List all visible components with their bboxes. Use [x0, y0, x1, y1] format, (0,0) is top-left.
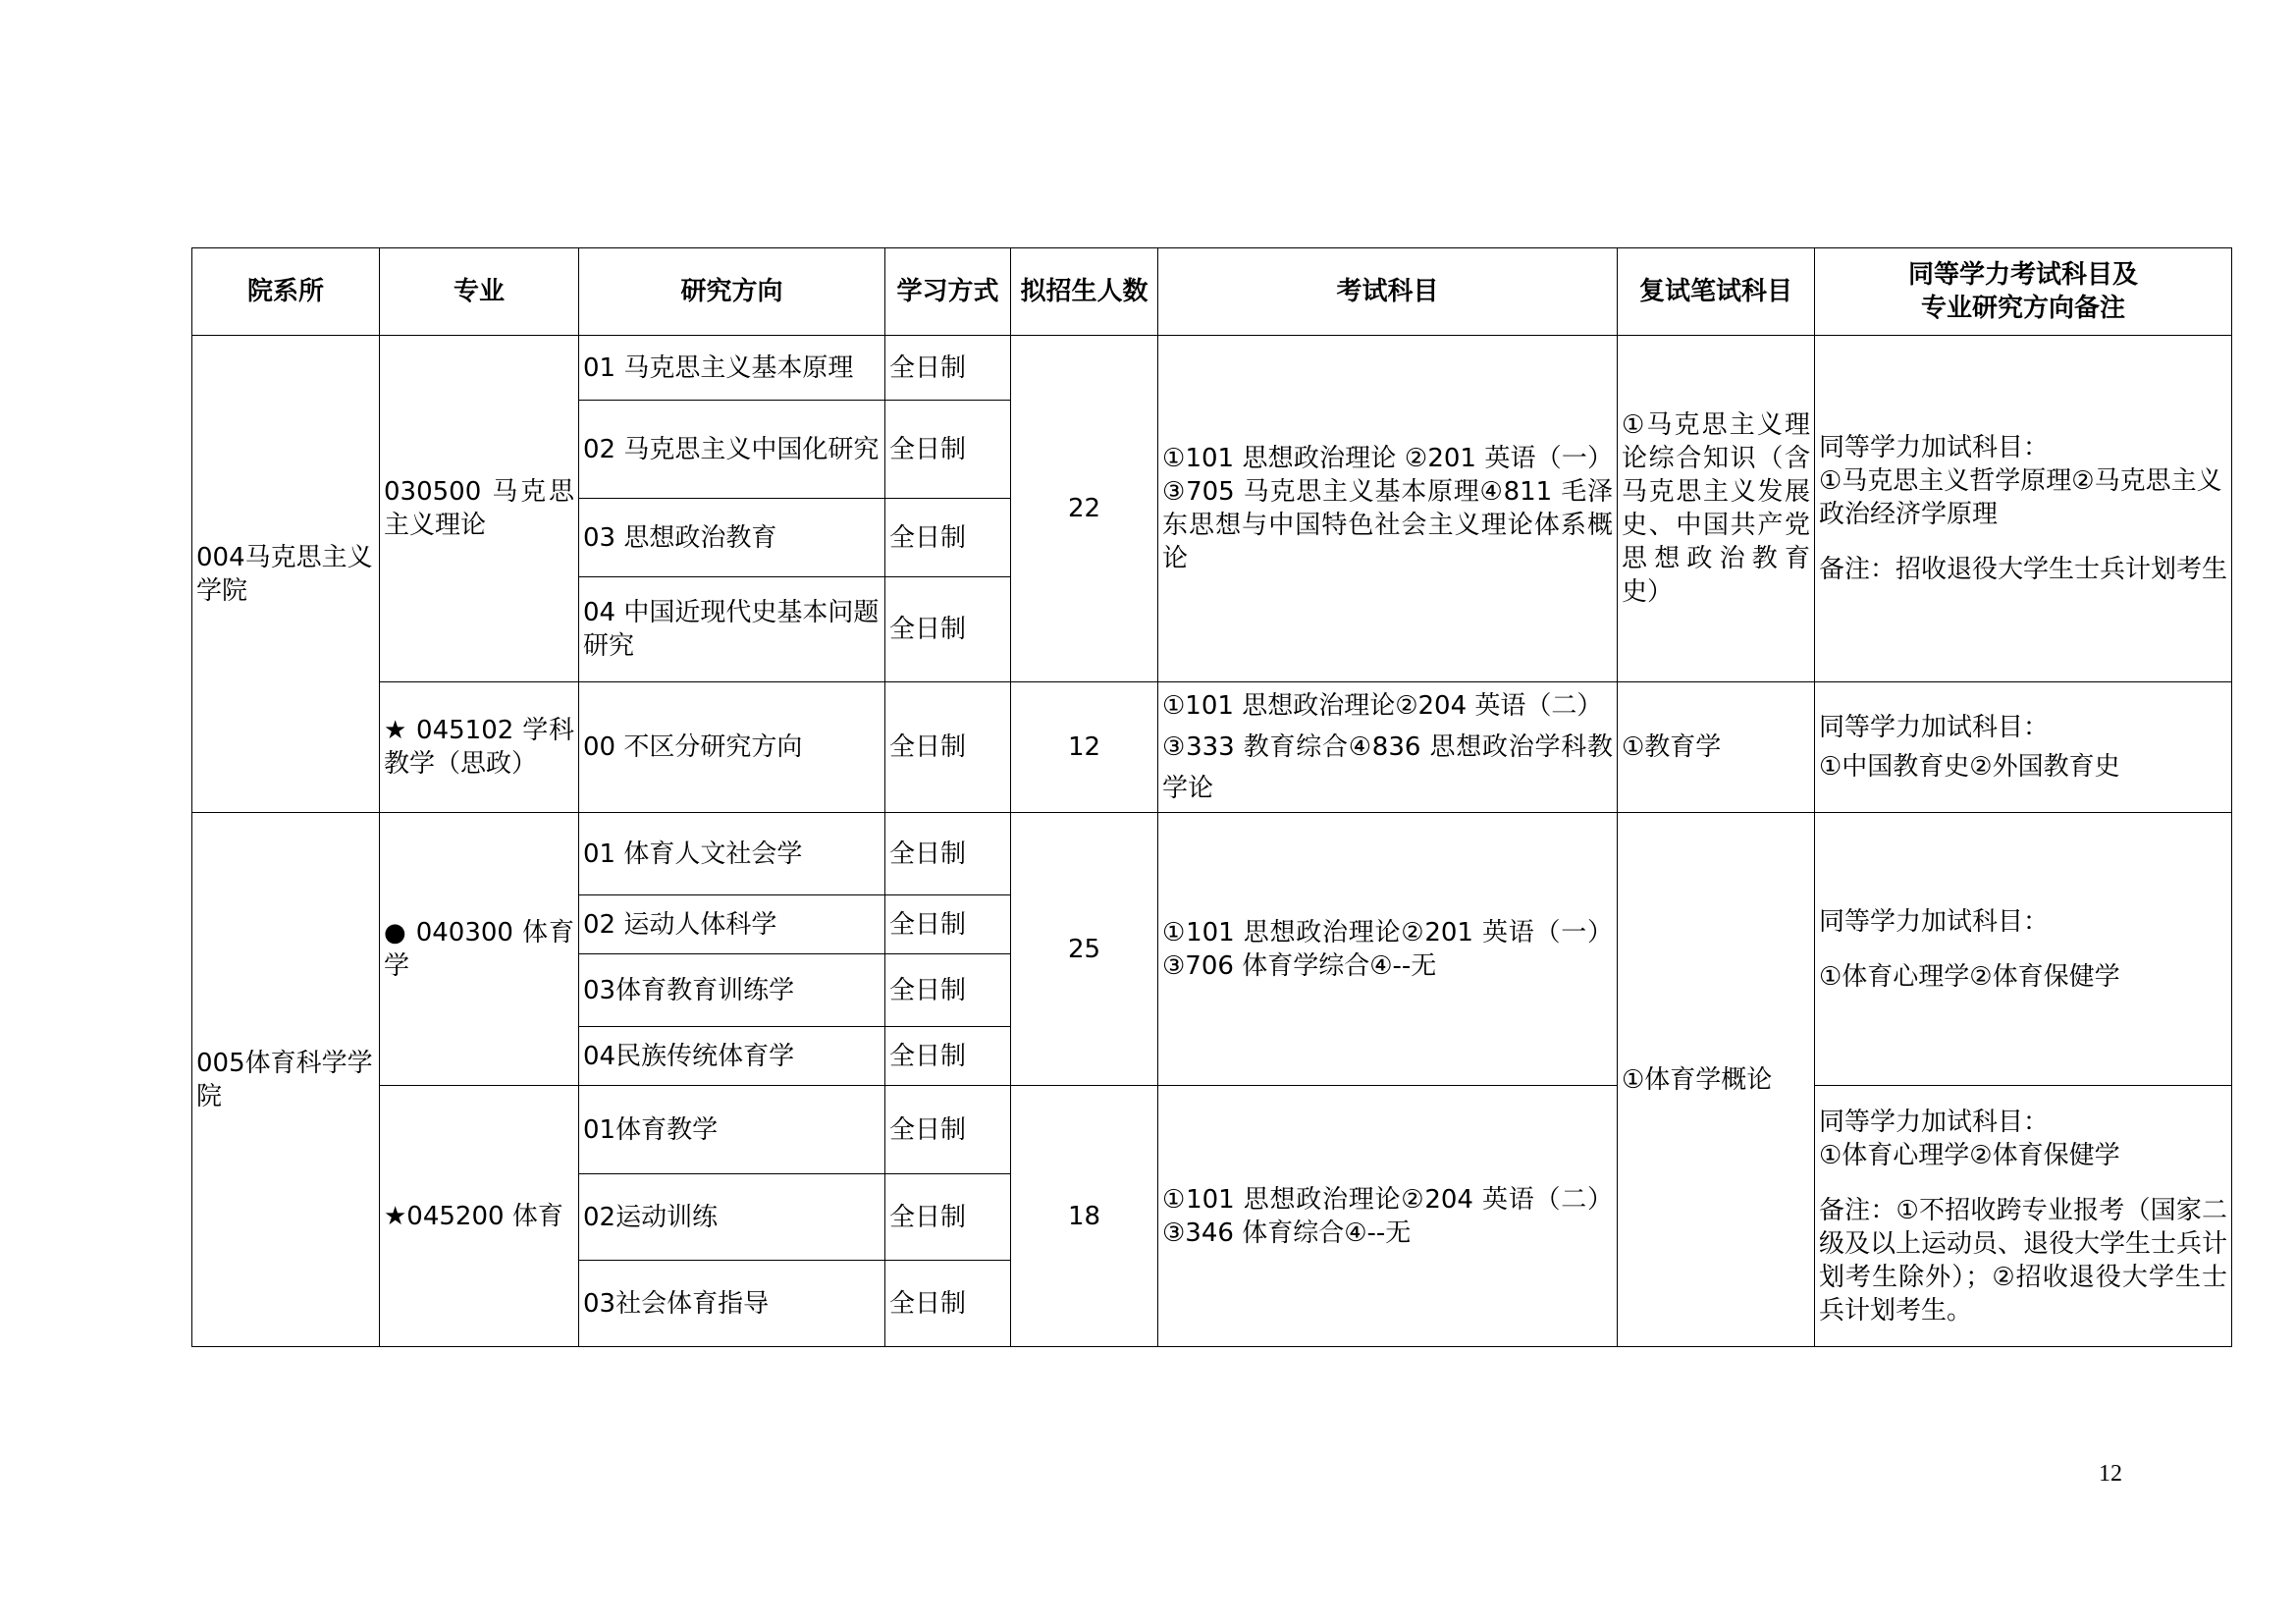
remark-subjects: ①马克思主义哲学原理②马克思主义政治经济学原理 [1819, 466, 2222, 529]
mode-cell: 全日制 [885, 1261, 1011, 1347]
exam-cell: ①101 思想政治理论②204 英语（二）③346 体育综合④--无 [1158, 1086, 1618, 1347]
direction-cell: 04民族传统体育学 [579, 1027, 885, 1086]
remark-subjects: ①体育心理学②体育保健学 [1819, 961, 2120, 992]
direction-cell: 04 中国近现代史基本问题研究 [579, 577, 885, 682]
table-row [192, 336, 2232, 401]
exam-cell [1158, 682, 1618, 813]
retest-cell: ①马克思主义理论综合知识（含马克思主义发展史、中国共产党思想政治教育史） [1618, 336, 1815, 682]
remark-subjects: ①中国教育史②外国教育史 [1819, 752, 2120, 782]
remark-note: 备注：招收退役大学生士兵计划考生 [1819, 555, 2228, 584]
exam-cell: ①101 思想政治理论 ②201 英语（一）③705 马克思主义基本原理④811 毛泽东思想与中国特色社会主义理论体系概论 [1158, 336, 1618, 682]
direction-cell: 01体育教学 [579, 1086, 885, 1174]
quota-cell: 18 [1011, 1086, 1158, 1347]
exam-cell: ①101 思想政治理论②201 英语（一）③706 体育学综合④--无 [1158, 813, 1618, 1086]
exam-line: ①101 思想政治理论②204 英语（二） [1162, 691, 1603, 721]
dept-cell: 005体育科学学院 [192, 813, 380, 1347]
table-row [192, 682, 2232, 813]
direction-cell: 02运动训练 [579, 1174, 885, 1261]
direction-cell: 01 马克思主义基本原理 [579, 336, 885, 401]
remark-cell [1815, 813, 2232, 1086]
exam-line: ③333 教育综合④836 思想政治学科教学论 [1162, 732, 1613, 803]
remark-cell [1815, 682, 2232, 813]
mode-cell: 全日制 [885, 577, 1011, 682]
header-remark [1815, 248, 2232, 336]
mode-cell: 全日制 [885, 895, 1011, 954]
retest-cell: ①体育学概论 [1618, 813, 1815, 1347]
direction-cell: 02 运动人体科学 [579, 895, 885, 954]
dept-cell: 004马克思主义学院 [192, 336, 380, 813]
remark-cell [1815, 1086, 2232, 1347]
header-mode: 学习方式 [885, 248, 1011, 336]
remark-heading: 同等学力加试科目： [1819, 713, 2050, 742]
header-row [192, 248, 2232, 336]
table-row [192, 813, 2232, 895]
direction-cell: 03体育教育训练学 [579, 954, 885, 1027]
enrollment-table [191, 247, 2232, 1347]
page-number: 12 [2099, 1461, 2122, 1487]
remark-subjects: ①体育心理学②体育保健学 [1819, 1140, 2120, 1170]
major-cell: ★ 045102 学科教学（思政） [380, 682, 579, 813]
major-cell: 030500 马克思主义理论 [380, 336, 579, 682]
remark-note: 备注：①不招收跨专业报考（国家二级及以上运动员、退役大学生士兵计划考生除外）；②招收退役大学生士兵计划考生。 [1819, 1195, 2228, 1326]
table-row [192, 1086, 2232, 1174]
remark-heading: 同等学力加试科目： [1819, 433, 2050, 462]
direction-cell: 03 思想政治教育 [579, 499, 885, 577]
mode-cell: 全日制 [885, 1174, 1011, 1261]
header-remark-line1: 同等学力考试科目及 [1907, 260, 2138, 290]
direction-cell: 00 不区分研究方向 [579, 682, 885, 813]
direction-cell: 03社会体育指导 [579, 1261, 885, 1347]
mode-cell: 全日制 [885, 682, 1011, 813]
mode-cell: 全日制 [885, 336, 1011, 401]
mode-cell: 全日制 [885, 954, 1011, 1027]
direction-cell: 02 马克思主义中国化研究 [579, 401, 885, 499]
header-major: 专业 [380, 248, 579, 336]
remark-heading: 同等学力加试科目： [1819, 906, 2050, 937]
remark-cell [1815, 336, 2232, 682]
header-dept: 院系所 [192, 248, 380, 336]
major-cell: ● 040300 体育学 [380, 813, 579, 1086]
remark-heading: 同等学力加试科目： [1819, 1107, 2050, 1137]
header-direction: 研究方向 [579, 248, 885, 336]
mode-cell: 全日制 [885, 401, 1011, 499]
header-exam: 考试科目 [1158, 248, 1618, 336]
quota-cell: 12 [1011, 682, 1158, 813]
direction-cell: 01 体育人文社会学 [579, 813, 885, 895]
quota-cell: 25 [1011, 813, 1158, 1086]
retest-cell: ①教育学 [1618, 682, 1815, 813]
mode-cell: 全日制 [885, 1086, 1011, 1174]
mode-cell: 全日制 [885, 813, 1011, 895]
header-remark-line2: 专业研究方向备注 [1920, 294, 2125, 323]
header-quota: 拟招生人数 [1011, 248, 1158, 336]
quota-cell: 22 [1011, 336, 1158, 682]
header-retest: 复试笔试科目 [1618, 248, 1815, 336]
mode-cell: 全日制 [885, 499, 1011, 577]
mode-cell: 全日制 [885, 1027, 1011, 1086]
major-cell: ★045200 体育 [380, 1086, 579, 1347]
